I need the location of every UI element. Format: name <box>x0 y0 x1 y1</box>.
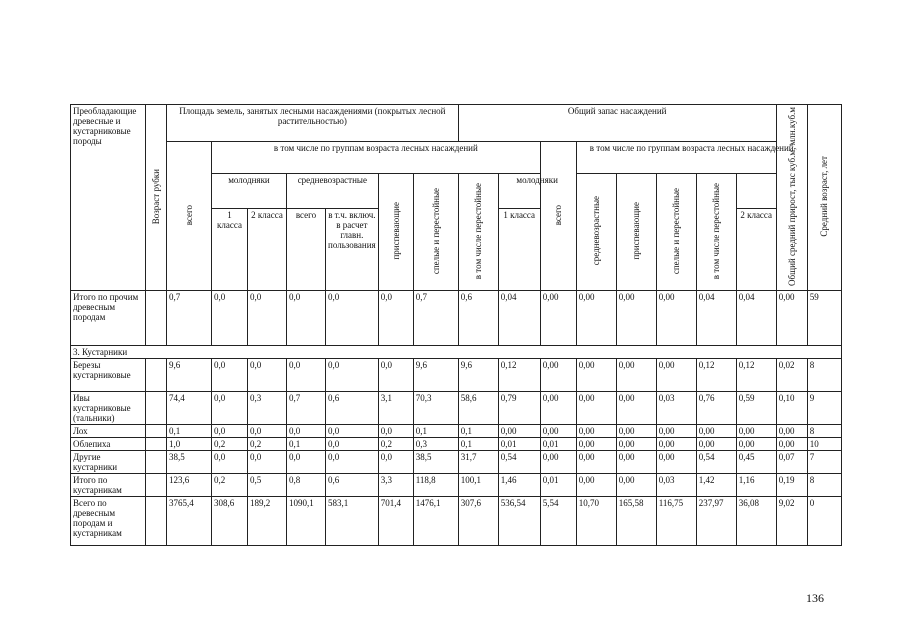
table-cell: 0,0 <box>326 437 379 450</box>
table-cell: 58,6 <box>458 391 498 424</box>
table-cell: 0,00 <box>540 290 576 345</box>
header-stock-group: Общий запас насаждений <box>458 105 776 142</box>
table-cell: 0,01 <box>498 437 540 450</box>
table-row <box>71 358 842 391</box>
table-cell: 0,0 <box>287 358 326 391</box>
table-cell: 0,00 <box>576 450 616 473</box>
table-cell <box>146 424 167 437</box>
header-area-middle-total: всего <box>287 208 326 290</box>
section-title: 3. Кустарники <box>71 345 842 358</box>
table-cell: 118,8 <box>413 473 458 496</box>
table-cell: 116,75 <box>656 496 696 545</box>
header-area-young: молодняки <box>212 173 287 208</box>
table-cell: 0,19 <box>776 473 807 496</box>
header-avg-growth: Общий средний прирост, тыс куб.м, млн.куб.м <box>776 105 807 291</box>
table-cell: 0,00 <box>540 358 576 391</box>
table-cell: 0,0 <box>326 290 379 345</box>
table-cell: 0,3 <box>248 391 287 424</box>
table-cell: 38,5 <box>167 450 212 473</box>
header-age-cut: Возраст рубки <box>146 105 167 291</box>
table-cell: 0,76 <box>696 391 736 424</box>
table-cell: 0,0 <box>326 424 379 437</box>
table-cell: 0,45 <box>736 450 776 473</box>
table-cell: 0,00 <box>776 424 807 437</box>
header-avg-age: Средний возраст, лет <box>807 105 841 291</box>
table-cell: 70,3 <box>413 391 458 424</box>
table-cell: 0,01 <box>540 437 576 450</box>
header-area-age-groups: в том числе по группам возраста лесных насаждений <box>212 142 541 174</box>
table-cell: 0,00 <box>656 290 696 345</box>
table-cell: 0,54 <box>696 450 736 473</box>
row-label: Другие кустарники <box>71 450 146 473</box>
table-cell: 237,97 <box>696 496 736 545</box>
table-cell: 10,70 <box>576 496 616 545</box>
table-cell <box>146 496 167 545</box>
table-cell: 0,12 <box>736 358 776 391</box>
table-cell: 0,00 <box>656 358 696 391</box>
table-cell: 0,03 <box>656 391 696 424</box>
table-cell: 0,2 <box>212 437 248 450</box>
table-row <box>71 424 842 437</box>
table-cell: 0,04 <box>498 290 540 345</box>
table-cell: 9,6 <box>413 358 458 391</box>
table-cell: 0,00 <box>776 290 807 345</box>
table-cell <box>146 473 167 496</box>
table-cell: 0,0 <box>248 290 287 345</box>
table-cell: 3,3 <box>378 473 413 496</box>
table-cell: 9,02 <box>776 496 807 545</box>
table-cell: 0,0 <box>378 424 413 437</box>
table-cell: 10 <box>807 437 841 450</box>
table-cell: 0,0 <box>287 424 326 437</box>
table-cell: 0,00 <box>616 290 656 345</box>
table-cell: 0,0 <box>378 450 413 473</box>
table-cell: 0,00 <box>576 290 616 345</box>
section-row <box>71 345 842 358</box>
table-cell: 0,02 <box>776 358 807 391</box>
table-cell: 0,0 <box>287 290 326 345</box>
forest-stock-table <box>70 104 842 546</box>
table-cell: 307,6 <box>458 496 498 545</box>
table-cell: 0,00 <box>696 437 736 450</box>
table-cell: 0,07 <box>776 450 807 473</box>
table-cell: 0 <box>807 496 841 545</box>
table-cell: 0,00 <box>498 424 540 437</box>
table-cell: 0,0 <box>212 290 248 345</box>
table-cell: 1,42 <box>696 473 736 496</box>
table-cell: 0,1 <box>413 424 458 437</box>
table-cell: 0,10 <box>776 391 807 424</box>
table-row <box>71 473 842 496</box>
header-area-premature: приспевающие <box>378 173 413 290</box>
table-cell: 0,2 <box>212 473 248 496</box>
header-stock-middle: средневозрастные <box>576 173 616 290</box>
table-header <box>71 105 842 291</box>
table-cell: 0,00 <box>576 424 616 437</box>
table-cell: 123,6 <box>167 473 212 496</box>
table-cell: 0,5 <box>248 473 287 496</box>
row-label: Лох <box>71 424 146 437</box>
table-cell: 0,01 <box>540 473 576 496</box>
table-cell: 3,1 <box>378 391 413 424</box>
table-cell: 0,1 <box>167 424 212 437</box>
table-cell <box>146 391 167 424</box>
table-cell: 38,5 <box>413 450 458 473</box>
table-cell: 0,00 <box>576 473 616 496</box>
table-cell: 0,00 <box>736 424 776 437</box>
header-area-overmature: в том числе перестойные <box>458 173 498 290</box>
row-label: Итого по прочим древесным породам <box>71 290 146 345</box>
table-cell: 189,2 <box>248 496 287 545</box>
table-cell: 31,7 <box>458 450 498 473</box>
header-stock-overmature: в том числе перестойные <box>696 173 736 290</box>
table-cell: 0,2 <box>248 437 287 450</box>
table-cell: 9,6 <box>458 358 498 391</box>
table-cell: 308,6 <box>212 496 248 545</box>
table-cell: 0,00 <box>616 358 656 391</box>
table-cell: 0,00 <box>616 391 656 424</box>
table-cell: 0,7 <box>167 290 212 345</box>
table-cell: 1,46 <box>498 473 540 496</box>
header-area-class2: 2 класса <box>248 208 287 290</box>
table-cell: 536,54 <box>498 496 540 545</box>
table-cell: 0,1 <box>287 437 326 450</box>
table-row <box>71 290 842 345</box>
table-cell: 0,8 <box>287 473 326 496</box>
table-cell: 0,1 <box>458 424 498 437</box>
table-cell: 0,12 <box>696 358 736 391</box>
table-cell: 0,00 <box>776 437 807 450</box>
table-cell <box>146 437 167 450</box>
table-cell: 0,00 <box>616 450 656 473</box>
table-cell: 0,00 <box>540 424 576 437</box>
table-cell: 0,00 <box>616 424 656 437</box>
table-cell: 583,1 <box>326 496 379 545</box>
table-cell: 0,00 <box>656 437 696 450</box>
table-cell: 0,6 <box>458 290 498 345</box>
table-cell: 7 <box>807 450 841 473</box>
table-cell: 1,0 <box>167 437 212 450</box>
table-cell: 0,0 <box>248 358 287 391</box>
table-cell: 0,00 <box>736 437 776 450</box>
header-stock-class2: 2 класса <box>736 208 776 290</box>
table-cell: 0,3 <box>413 437 458 450</box>
table-cell: 0,00 <box>656 424 696 437</box>
table-cell: 0,00 <box>576 437 616 450</box>
table-cell <box>146 450 167 473</box>
table-cell: 0,00 <box>616 473 656 496</box>
header-stock-class1: 1 класса <box>498 208 540 290</box>
header-area-class1: 1 класса <box>212 208 248 290</box>
table-cell: 59 <box>807 290 841 345</box>
header-species: Преобладающие древесные и кустарниковые породы <box>71 105 146 291</box>
table-cell: 0,12 <box>498 358 540 391</box>
header-area-total: всего <box>167 142 212 291</box>
table-cell: 0,0 <box>212 358 248 391</box>
table-cell: 0,03 <box>656 473 696 496</box>
table-cell: 100,1 <box>458 473 498 496</box>
table-cell: 3765,4 <box>167 496 212 545</box>
table-cell: 0,54 <box>498 450 540 473</box>
table-cell: 9 <box>807 391 841 424</box>
table-cell: 0,6 <box>326 473 379 496</box>
table-cell: 0,00 <box>656 450 696 473</box>
row-label: Ивы кустарниковые (тальники) <box>71 391 146 424</box>
table-cell: 0,04 <box>696 290 736 345</box>
table-cell: 1090,1 <box>287 496 326 545</box>
header-stock-total: всего <box>540 142 576 291</box>
header-stock-mature: спелые и перестойные <box>656 173 696 290</box>
table-cell: 0,0 <box>212 424 248 437</box>
table-cell: 8 <box>807 473 841 496</box>
row-label: Итого по кустарникам <box>71 473 146 496</box>
table-cell <box>146 290 167 345</box>
table-body <box>71 290 842 545</box>
table-cell: 0,2 <box>378 437 413 450</box>
table-cell: 0,0 <box>287 450 326 473</box>
table-cell: 0,00 <box>540 450 576 473</box>
row-label: Облепиха <box>71 437 146 450</box>
table-row <box>71 450 842 473</box>
table-cell: 8 <box>807 424 841 437</box>
table-cell: 0,7 <box>287 391 326 424</box>
table-cell: 0,7 <box>413 290 458 345</box>
table-cell: 1,16 <box>736 473 776 496</box>
table-cell: 0,00 <box>576 391 616 424</box>
table-cell: 0,79 <box>498 391 540 424</box>
row-label: Березы кустарниковые <box>71 358 146 391</box>
header-stock-premature: приспевающие <box>616 173 656 290</box>
table-cell: 74,4 <box>167 391 212 424</box>
table-cell: 1476,1 <box>413 496 458 545</box>
table-cell: 0,0 <box>212 391 248 424</box>
table-cell: 0,0 <box>248 424 287 437</box>
table-cell: 0,0 <box>212 450 248 473</box>
table-cell: 0,0 <box>378 290 413 345</box>
table-cell: 0,00 <box>696 424 736 437</box>
table-cell: 5,54 <box>540 496 576 545</box>
header-area-group: Площадь земель, занятых лесными насаждениями (покрытых лесной растительностью) <box>167 105 459 142</box>
table-cell: 0,04 <box>736 290 776 345</box>
table-cell: 0,0 <box>378 358 413 391</box>
table-cell: 0,00 <box>540 391 576 424</box>
table-cell: 0,00 <box>576 358 616 391</box>
table-cell: 701,4 <box>378 496 413 545</box>
table-cell: 0,59 <box>736 391 776 424</box>
table-cell: 0,0 <box>248 450 287 473</box>
table-row <box>71 496 842 545</box>
header-area-mature: спелые и перестойные <box>413 173 458 290</box>
header-stock-age-groups: в том числе по группам возраста лесных насаждений <box>576 142 807 174</box>
table-cell <box>146 358 167 391</box>
table-cell: 0,1 <box>458 437 498 450</box>
table-cell: 9,6 <box>167 358 212 391</box>
table-cell: 0,00 <box>616 437 656 450</box>
table-row <box>71 391 842 424</box>
table-row <box>71 437 842 450</box>
header-area-middle-incl-calc: в т.ч. включ. в расчет главн. пользования <box>326 208 379 290</box>
page-number: 136 <box>806 591 824 605</box>
header-stock-young: молодняки <box>498 173 576 208</box>
header-area-middle: средневозрастные <box>287 173 379 208</box>
table-cell: 0,6 <box>326 391 379 424</box>
table-cell: 0,0 <box>326 358 379 391</box>
table-cell: 0,0 <box>326 450 379 473</box>
table-cell: 165,58 <box>616 496 656 545</box>
table-cell: 8 <box>807 358 841 391</box>
table-cell: 36,08 <box>736 496 776 545</box>
row-label: Всего по древесным породам и кустарникам <box>71 496 146 545</box>
